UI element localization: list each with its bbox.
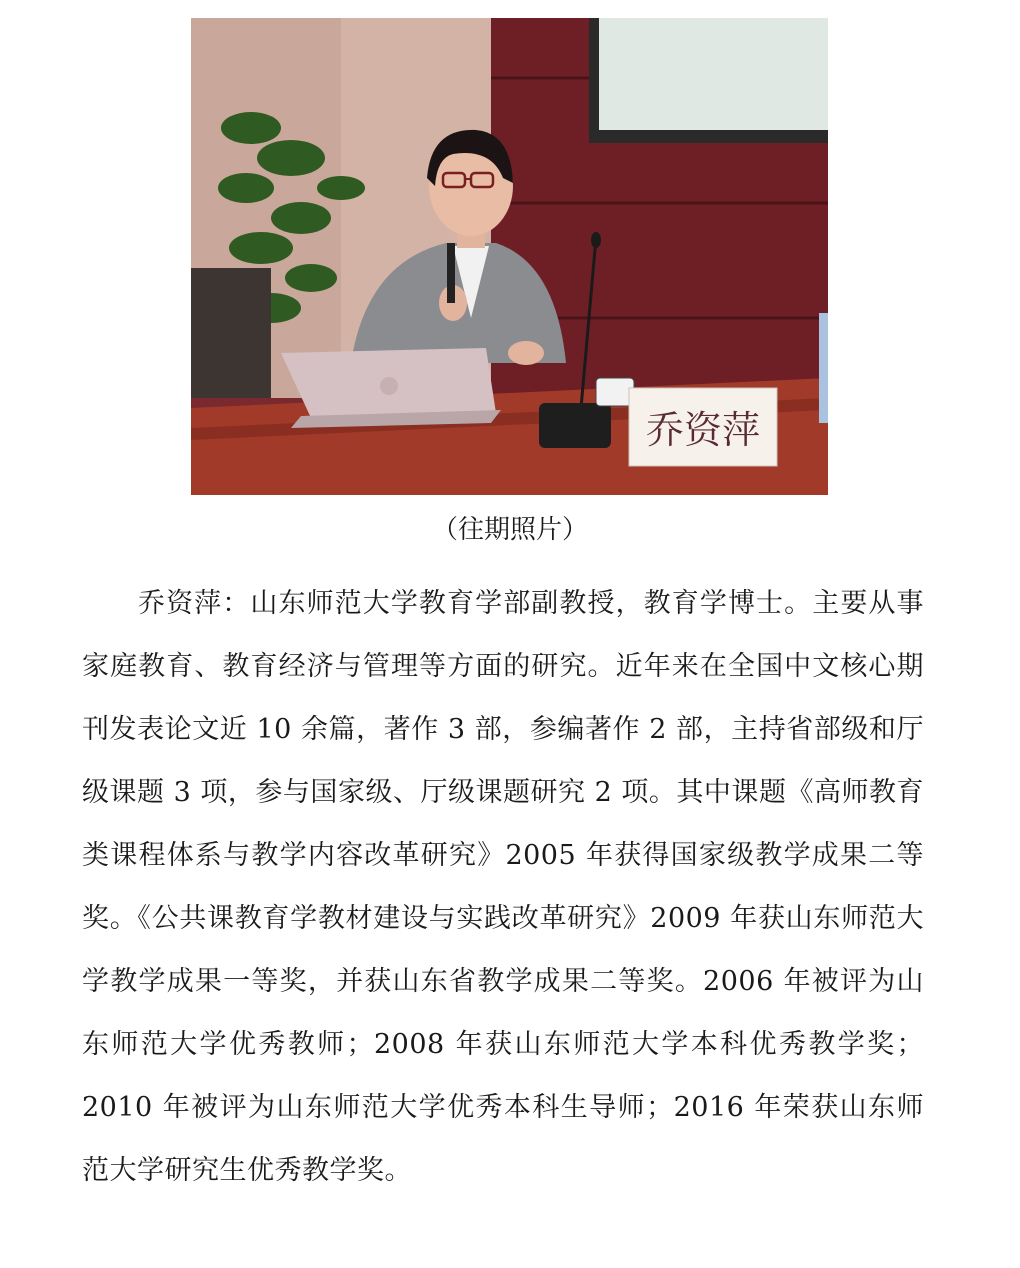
speaker-photo xyxy=(191,18,828,495)
photo-caption: （往期照片） xyxy=(431,515,588,545)
bio-paragraph: 乔资萍：山东师范大学教育学部副教授，教育学博士。主要从事家庭教育、教育经济与管理等方面的研究。近年来在全国中文核心期刊发表论文近 10 余篇，著作 3 部，参编著作 2 部，主持省部级和厅级课题 3 项，参与国家级、厅级课题研究 2 项。其中课题《高师教育类课程体系与教学内容改革研究》2005 年获得国家级教学成果二等奖。《公共课教育学教材建设与实践改革研究》2009 年获山东师范大学教学成果一等奖，并获山东省教学成果二等奖。2006 年被评为山东师范大学优秀教师；2008 年获山东师范大学本科优秀教学奖；2010 年被评为山东师范大学优秀本科生导师；2016 年荣获山东师范大学研究生优秀教学奖。 xyxy=(82,588,924,1186)
name-card-text: 乔资萍 xyxy=(645,408,761,452)
